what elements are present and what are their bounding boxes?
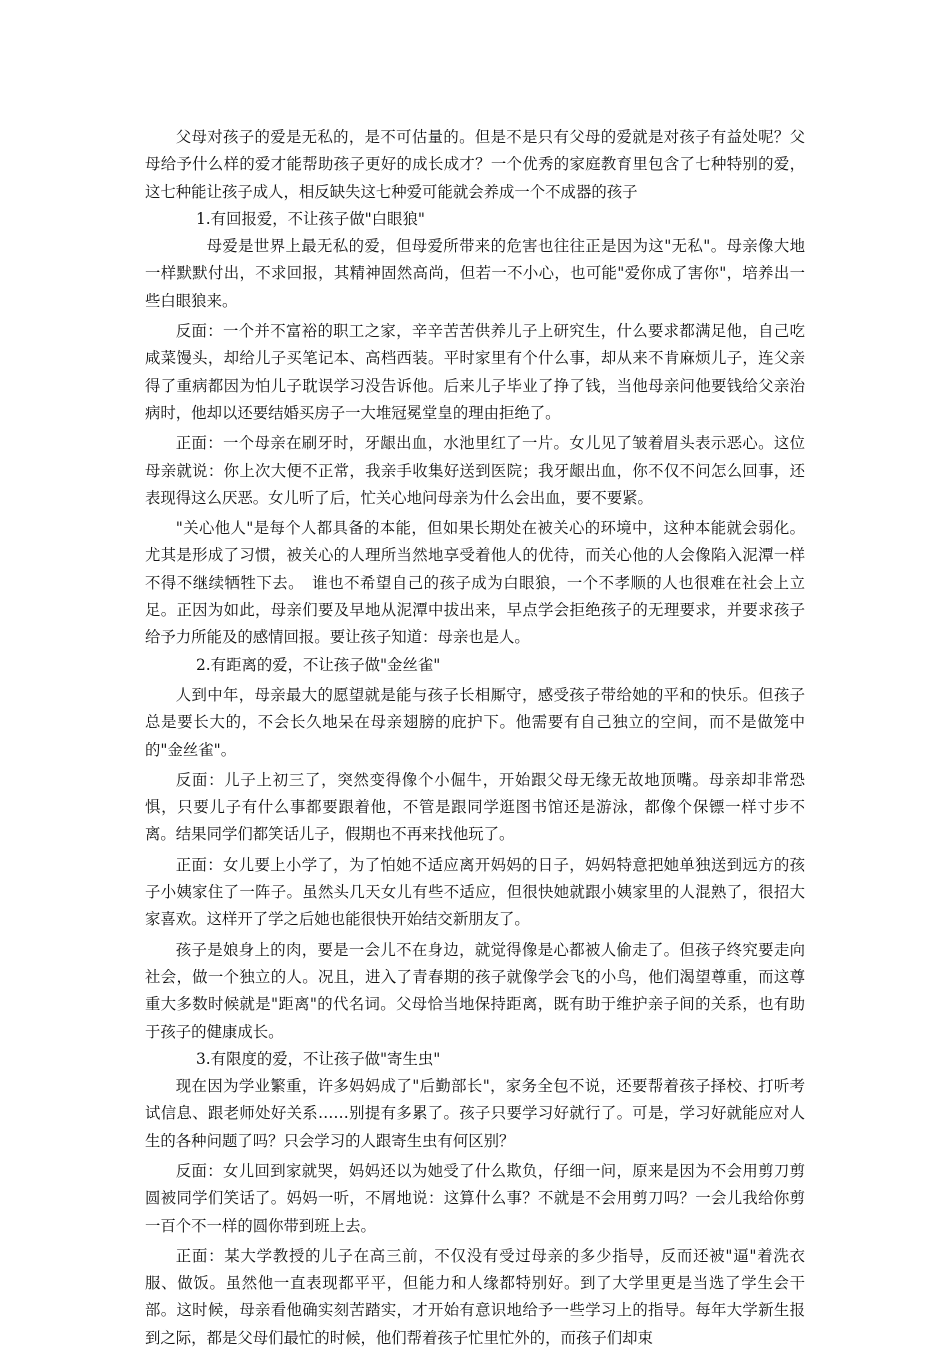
section-heading-1: 1.有回报爱，不让孩子做"白眼狼" bbox=[196, 209, 425, 228]
section-2-paragraph-1: 人到中年，母亲最大的愿望就是能与孩子长相厮守，感受孩子带给她的平和的快乐。但孩子总是要长大的，不会长久地呆在母亲翅膀的庇护下。他需要有自己独立的空间，而不是做笼中的"金丝雀"。 bbox=[145, 685, 805, 759]
section-1-paragraph-3: 正面：一个母亲在刷牙时，牙龈出血，水池里红了一片。女儿见了皱着眉头表示恶心。这位母亲就说：你上次大便不正常，我亲手收集好送到医院；我牙龈出血，你不仅不问怎么回事，还表现得这么厌恶。女儿听了后，忙关心地问母亲为什么会出血，要不要紧。 bbox=[145, 434, 805, 507]
section-1-paragraph-4: "关心他人"是每个人都具备的本能，但如果长期处在被关心的环境中，这种本能就会弱化。尤其是形成了习惯，被关心的人理所当然地享受着他人的优待，而关心他的人会像陷入泥潭一样不得不继续牺牲下去。 谁也不希望自己的孩子成为白眼狼，一个不孝顺的人也很难在社会上立足。正因为如此，母亲们要及早地从泥潭中拔出来，早点学会拒绝孩子的无理要求，并要求孩子给予力所能及的感情回报。要让孩子知道：母亲也是人。 bbox=[145, 519, 805, 647]
section-3-paragraph-3: 正面：某大学教授的儿子在高三前，不仅没有受过母亲的多少指导，反而还被"逼"着洗衣服、做饭。虽然他一直表现都平平，但能力和人缘都特别好。到了大学里更是当选了学生会干部。这时候，母亲看他确实刻苦踏实，才开始有意识地给予一些学习上的指导。每年大学新生报到之际，都是父母们最忙的时候，他们帮着孩子忙里忙外的，而孩子们却束 bbox=[145, 1246, 805, 1347]
section-1-paragraph-1: 母爱是世界上最无私的爱，但母爱所带来的危害也往往正是因为这"无私"。母亲像大地一样默默付出，不求回报，其精神固然高尚，但若一不小心，也可能"爱你成了害你"，培养出一些白眼狼来。 bbox=[145, 237, 805, 310]
document-page bbox=[145, 124, 805, 1352]
section-heading-2: 2.有距离的爱，不让孩子做"金丝雀" bbox=[196, 655, 441, 674]
section-3-paragraph-1: 现在因为学业繁重，许多妈妈成了"后勤部长"，家务全包不说，还要帮着孩子择校、打听考试信息、跟老师处好关系……别提有多累了。孩子只要学习好就行了。可是，学习好就能应对人生的各种问题了吗？只会学习的人跟寄生虫有何区别？ bbox=[145, 1077, 805, 1150]
section-2-paragraph-4: 孩子是娘身上的肉，要是一会儿不在身边，就觉得像是心都被人偷走了。但孩子终究要走向社会，做一个独立的人。况且，进入了青春期的孩子就像学会飞的小鸟，他们渴望尊重，而这尊重大多数时候就是"距离"的代名词。父母恰当地保持距离，既有助于维护亲子间的关系，也有助于孩子的健康成长。 bbox=[145, 940, 805, 1041]
section-2-paragraph-2: 反面：儿子上初三了，突然变得像个小倔牛，开始跟父母无缘无故地顶嘴。母亲却非常恐惧，只要儿子有什么事都要跟着他，不管是跟同学逛图书馆还是游泳，都像个保镖一样寸步不离。结果同学们都笑话儿子，假期也不再来找他玩了。 bbox=[145, 770, 805, 844]
intro-paragraph: 父母对孩子的爱是无私的，是不可估量的。但是不是只有父母的爱就是对孩子有益处呢？父母给予什么样的爱才能帮助孩子更好的成长成才？一个优秀的家庭教育里包含了七种特别的爱，这七种能让孩子成人，相反缺失这七种爱可能就会养成一个不成器的孩子 bbox=[145, 128, 805, 201]
section-heading-3: 3.有限度的爱，不让孩子做"寄生虫" bbox=[196, 1049, 441, 1068]
section-3-paragraph-2: 反面：女儿回到家就哭，妈妈还以为她受了什么欺负，仔细一问，原来是因为不会用剪刀剪圆被同学们笑话了。妈妈一听，不屑地说：这算什么事？不就是不会用剪刀吗？一会儿我给你剪一百个不一样的圆你带到班上去。 bbox=[145, 1161, 805, 1235]
section-1-paragraph-2: 反面：一个并不富裕的职工之家，辛辛苦苦供养儿子上研究生，什么要求都满足他，自己吃咸菜馒头，却给儿子买笔记本、高档西装。平时家里有个什么事，却从来不肯麻烦儿子，连父亲得了重病都因为怕儿子耽误学习没告诉他。后来儿子毕业了挣了钱，当他母亲问他要钱给父亲治病时，他却以还要结婚买房子一大堆冠冕堂皇的理由拒绝了。 bbox=[145, 322, 805, 422]
section-2-paragraph-3: 正面：女儿要上小学了，为了怕她不适应离开妈妈的日子，妈妈特意把她单独送到远方的孩子小姨家住了一阵子。虽然头几天女儿有些不适应，但很快她就跟小姨家里的人混熟了，很招大家喜欢。这样开了学之后她也能很快开始结交新朋友了。 bbox=[145, 855, 805, 929]
